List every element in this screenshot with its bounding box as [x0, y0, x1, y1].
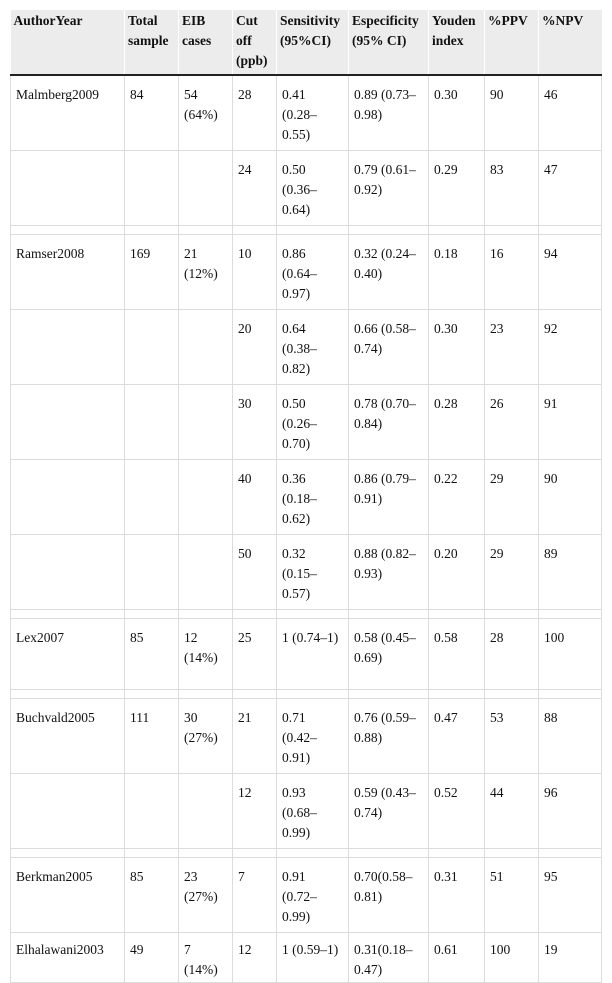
cell-npv: 96 — [539, 774, 602, 849]
cell-especificity: 0.59 (0.43–0.74) — [349, 774, 429, 849]
group-separator — [11, 849, 602, 858]
table-row — [11, 774, 602, 849]
cell-sensitivity: 0.50 (0.36–0.64) — [277, 151, 349, 226]
table-row — [11, 460, 602, 535]
cell-sensitivity: 0.41 (0.28–0.55) — [277, 75, 349, 151]
table-row — [11, 619, 602, 690]
cell-sensitivity: 0.64 (0.38–0.82) — [277, 310, 349, 385]
cell-especificity: 0.79 (0.61–0.92) — [349, 151, 429, 226]
cell-youden: 0.61 — [429, 933, 485, 983]
cell-cut-off: 7 — [233, 858, 277, 933]
cell-youden: 0.47 — [429, 699, 485, 774]
cell-cut-off: 24 — [233, 151, 277, 226]
cell-npv: 91 — [539, 385, 602, 460]
cell-especificity: 0.58 (0.45–0.69) — [349, 619, 429, 690]
header-ppv: %PPV — [485, 10, 539, 75]
cell-ppv: 28 — [485, 619, 539, 690]
table-row — [11, 151, 602, 226]
cell-sensitivity: 0.71 (0.42–0.91) — [277, 699, 349, 774]
cell-author: Ramser2008 — [11, 235, 125, 310]
cell-author: Berkman2005 — [11, 858, 125, 933]
cell-cut-off: 12 — [233, 933, 277, 983]
cell-cut-off: 30 — [233, 385, 277, 460]
cell-ppv: 90 — [485, 75, 539, 151]
cell-eib-cases — [179, 774, 233, 849]
cell-especificity: 0.86 (0.79–0.91) — [349, 460, 429, 535]
cell-ppv: 16 — [485, 235, 539, 310]
cell-total-sample: 49 — [125, 933, 179, 983]
cell-total-sample: 169 — [125, 235, 179, 310]
cell-eib-cases: 30 (27%) — [179, 699, 233, 774]
cell-ppv: 51 — [485, 858, 539, 933]
cell-eib-cases — [179, 310, 233, 385]
cell-npv: 88 — [539, 699, 602, 774]
cell-npv: 92 — [539, 310, 602, 385]
cell-author — [11, 535, 125, 610]
table-row — [11, 385, 602, 460]
cell-ppv: 83 — [485, 151, 539, 226]
cell-ppv: 29 — [485, 535, 539, 610]
header-eib-cases: EIB cases — [179, 10, 233, 75]
cell-total-sample — [125, 385, 179, 460]
cell-youden: 0.30 — [429, 75, 485, 151]
cell-total-sample — [125, 310, 179, 385]
cell-npv: 100 — [539, 619, 602, 690]
cell-eib-cases — [179, 535, 233, 610]
header-total-sample: Total sample — [125, 10, 179, 75]
cell-sensitivity: 0.91 (0.72–0.99) — [277, 858, 349, 933]
cell-cut-off: 25 — [233, 619, 277, 690]
cell-npv: 19 — [539, 933, 602, 983]
cell-eib-cases: 54 (64%) — [179, 75, 233, 151]
cell-author — [11, 310, 125, 385]
header-npv: %NPV — [539, 10, 602, 75]
table-container — [10, 10, 601, 983]
cell-youden: 0.58 — [429, 619, 485, 690]
cell-sensitivity: 0.93 (0.68–0.99) — [277, 774, 349, 849]
cell-sensitivity: 1 (0.59–1) — [277, 933, 349, 983]
cell-total-sample: 85 — [125, 619, 179, 690]
cell-especificity: 0.31(0.18–0.47) — [349, 933, 429, 983]
cell-cut-off: 12 — [233, 774, 277, 849]
cell-eib-cases: 23 (27%) — [179, 858, 233, 933]
cell-youden: 0.31 — [429, 858, 485, 933]
cell-youden: 0.52 — [429, 774, 485, 849]
cell-sensitivity: 0.32 (0.15–0.57) — [277, 535, 349, 610]
cell-author — [11, 774, 125, 849]
cell-total-sample — [125, 151, 179, 226]
header-row — [11, 10, 602, 75]
group-separator — [11, 610, 602, 619]
cell-npv: 95 — [539, 858, 602, 933]
cell-sensitivity: 1 (0.74–1) — [277, 619, 349, 690]
cell-especificity: 0.66 (0.58–0.74) — [349, 310, 429, 385]
cell-youden: 0.22 — [429, 460, 485, 535]
cell-especificity: 0.70(0.58–0.81) — [349, 858, 429, 933]
cell-npv: 89 — [539, 535, 602, 610]
table-row — [11, 858, 602, 933]
table-row — [11, 310, 602, 385]
cell-ppv: 100 — [485, 933, 539, 983]
group-separator — [11, 226, 602, 235]
cell-author: Lex2007 — [11, 619, 125, 690]
table-row — [11, 933, 602, 983]
cell-sensitivity: 0.86 (0.64–0.97) — [277, 235, 349, 310]
cell-npv: 94 — [539, 235, 602, 310]
cell-author: Malmberg2009 — [11, 75, 125, 151]
cell-especificity: 0.88 (0.82–0.93) — [349, 535, 429, 610]
cell-eib-cases: 12 (14%) — [179, 619, 233, 690]
header-especificity: Especificity (95% CI) — [349, 10, 429, 75]
cell-ppv: 29 — [485, 460, 539, 535]
cell-eib-cases — [179, 385, 233, 460]
cell-ppv: 26 — [485, 385, 539, 460]
cell-cut-off: 21 — [233, 699, 277, 774]
cell-author: Elhalawani2003 — [11, 933, 125, 983]
cell-eib-cases: 21 (12%) — [179, 235, 233, 310]
cell-npv: 47 — [539, 151, 602, 226]
cell-author: Buchvald2005 — [11, 699, 125, 774]
table-row — [11, 535, 602, 610]
cell-sensitivity: 0.36 (0.18–0.62) — [277, 460, 349, 535]
cell-total-sample — [125, 460, 179, 535]
cell-total-sample: 85 — [125, 858, 179, 933]
group-separator — [11, 690, 602, 699]
cell-eib-cases: 7 (14%) — [179, 933, 233, 983]
cell-ppv: 44 — [485, 774, 539, 849]
cell-youden: 0.20 — [429, 535, 485, 610]
cell-ppv: 53 — [485, 699, 539, 774]
header-cut-off: Cut off (ppb) — [233, 10, 277, 75]
header-youden-index: Youden index — [429, 10, 485, 75]
cell-eib-cases — [179, 460, 233, 535]
cell-especificity: 0.76 (0.59–0.88) — [349, 699, 429, 774]
cell-ppv: 23 — [485, 310, 539, 385]
cell-total-sample: 84 — [125, 75, 179, 151]
cell-cut-off: 40 — [233, 460, 277, 535]
table-row — [11, 699, 602, 774]
cell-especificity: 0.78 (0.70–0.84) — [349, 385, 429, 460]
cell-cut-off: 20 — [233, 310, 277, 385]
cell-cut-off: 50 — [233, 535, 277, 610]
header-sensitivity: Sensitivity (95%CI) — [277, 10, 349, 75]
cell-author — [11, 385, 125, 460]
cell-youden: 0.29 — [429, 151, 485, 226]
cell-cut-off: 10 — [233, 235, 277, 310]
cell-npv: 90 — [539, 460, 602, 535]
cell-npv: 46 — [539, 75, 602, 151]
cell-total-sample: 111 — [125, 699, 179, 774]
cell-youden: 0.28 — [429, 385, 485, 460]
cell-youden: 0.30 — [429, 310, 485, 385]
table-row — [11, 235, 602, 310]
cell-author — [11, 460, 125, 535]
cell-sensitivity: 0.50 (0.26–0.70) — [277, 385, 349, 460]
cell-cut-off: 28 — [233, 75, 277, 151]
cell-author — [11, 151, 125, 226]
table-row — [11, 75, 602, 151]
diagnostic-accuracy-table — [10, 10, 602, 983]
cell-eib-cases — [179, 151, 233, 226]
header-author-year: AuthorYear — [11, 10, 125, 75]
cell-youden: 0.18 — [429, 235, 485, 310]
cell-total-sample — [125, 774, 179, 849]
cell-especificity: 0.89 (0.73–0.98) — [349, 75, 429, 151]
cell-total-sample — [125, 535, 179, 610]
cell-especificity: 0.32 (0.24–0.40) — [349, 235, 429, 310]
